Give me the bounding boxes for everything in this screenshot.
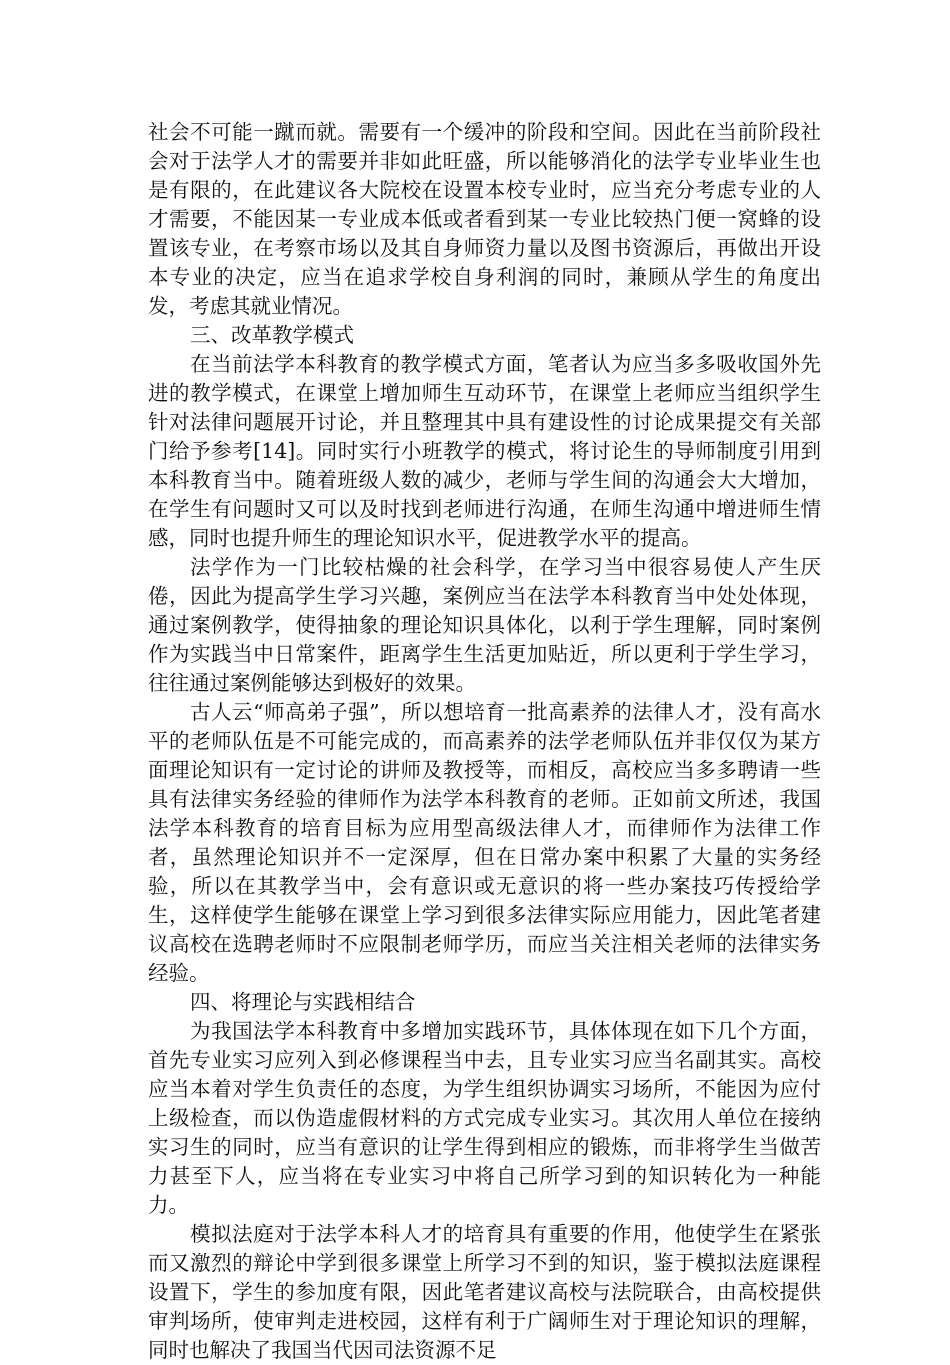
paragraph-4: 古人云“师高弟子强”，所以想培育一批高素养的法律人才，没有高水平的老师队伍是不可能完成的，而高素养的法学老师队伍并非仅仅为某方面理论知识有一定讨论的讲师及教授等，而相反，高校应当多多聘请一些具有法律实务经验的律师作为法学本科教育的老师。正如前文所述，我国法学本科教育的培育目标为应用型高级法律人才，而律师作为法律工作者，虽然理论知识并不一定深厚，但在日常办案中积累了大量的实务经验，所以在其教学当中，会有意识或无意识的将一些办案技巧传授给学生，这样使学生能够在课堂上学习到很多法律实际应用能力，因此笔者建议高校在选聘老师时不应限制老师学历，而应当关注相关老师的法律实务经验。 bbox=[148, 700, 821, 985]
document-body bbox=[148, 118, 821, 1365]
paragraph-2: 在当前法学本科教育的教学模式方面，笔者认为应当多多吸收国外先进的教学模式，在课堂上增加师生互动环节，在课堂上老师应当组织学生针对法律问题展开讨论，并且整理其中具有建设性的讨论成果提交有关部门给予参考[14]。同时实行小班教学的模式，将讨论生的导师制度引用到本科教育当中。随着班级人数的减少，老师与学生间的沟通会大大增加，在学生有问题时又可以及时找到老师进行沟通，在师生沟通中增进师生情感，同时也提升师生的理论知识水平，促进教学水平的提高。 bbox=[148, 352, 821, 550]
paragraph-3: 法学作为一门比较枯燥的社会科学，在学习当中很容易使人产生厌倦，因此为提高学生学习兴趣，案例应当在法学本科教育当中处处体现，通过案例教学，使得抽象的理论知识具体化，以利于学生理解，同时案例作为实践当中日常案件，距离学生生活更加贴近，所以更利于学生学习，往往通过案例能够达到极好的效果。 bbox=[148, 555, 821, 695]
paragraph-5: 为我国法学本科教育中多增加实践环节，具体体现在如下几个方面，首先专业实习应列入到必修课程当中去，且专业实习应当名副其实。高校应当本着对学生负责任的态度，为学生组织协调实习场所，不能因为应付上级检查，而以伪造虚假材料的方式完成专业实习。其次用人单位在接纳实习生的同时，应当有意识的让学生得到相应的锻炼，而非将学生当做苦力甚至下人，应当将在专业实习中将自己所学习到的知识转化为一种能力。 bbox=[148, 1019, 821, 1217]
section-heading-4: 四、将理论与实践相结合 bbox=[190, 990, 416, 1014]
section-heading-3: 三、改革教学模式 bbox=[190, 323, 355, 347]
paragraph-1: 社会不可能一蹴而就。需要有一个缓冲的阶段和空间。因此在当前阶段社会对于法学人才的需要并非如此旺盛，所以能够消化的法学专业毕业生也是有限的，在此建议各大院校在设置本校专业时，应当充分考虑专业的人才需要，不能因某一专业成本低或者看到某一专业比较热门便一窝蜂的设置该专业，在考察市场以及其自身师资力量以及图书资源后，再做出开设本专业的决定，应当在追求学校自身利润的同时，兼顾从学生的角度出发，考虑其就业情况。 bbox=[148, 120, 821, 318]
paragraph-6: 模拟法庭对于法学本科人才的培育具有重要的作用，他使学生在紧张而又激烈的辩论中学到很多课堂上所学习不到的知识，鉴于模拟法庭课程设置下，学生的参加度有限，因此笔者建议高校与法院联合，由高校提供审判场所，使审判走进校园，这样有利于广阔师生对于理论知识的理解，同时也解决了我国当代因司法资源不足 bbox=[148, 1222, 821, 1362]
